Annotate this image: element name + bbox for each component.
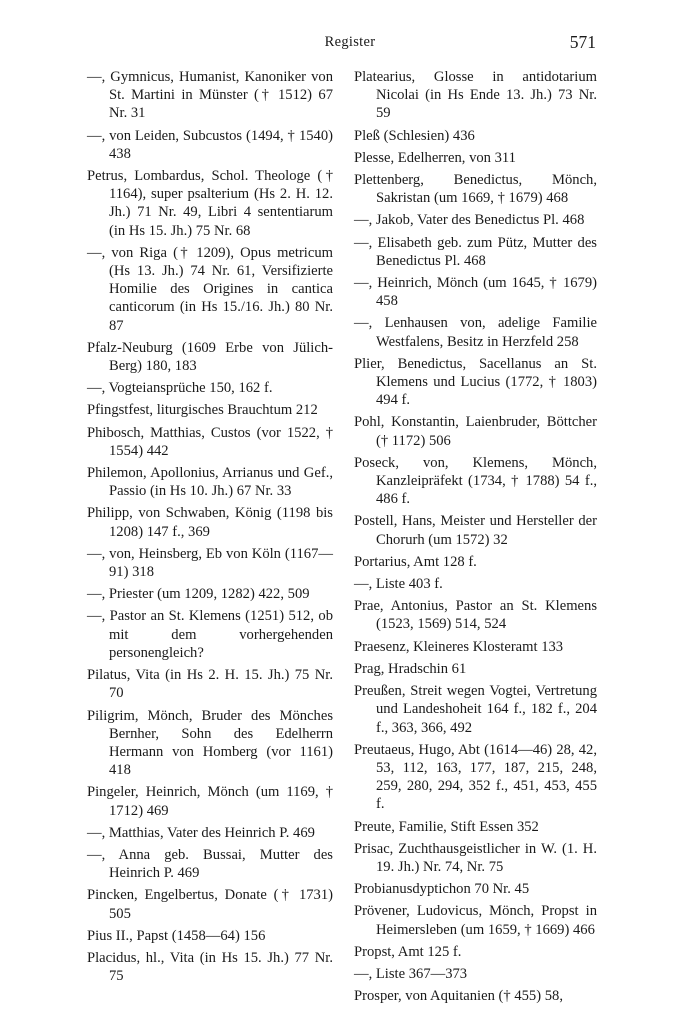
- index-entry: —, Anna geb. Bussai, Mutter des Heinrich P. 469: [87, 846, 333, 882]
- index-entry: Prisac, Zuchthausgeistlicher in W. (1. H. 19. Jh.) Nr. 74, Nr. 75: [354, 840, 597, 875]
- index-entry: Poseck, von, Klemens, Mönch, Kanzleipräfekt (1734, † 1788) 54 f., 486 f.: [354, 454, 597, 508]
- index-entry: Preute, Familie, Stift Essen 352: [354, 818, 539, 835]
- index-entry: Prosper, von Aquitanien († 455) 58,: [354, 988, 563, 1005]
- index-entry: Pfingstfest, liturgisches Brauchtum 212: [87, 402, 318, 419]
- index-entry: —, von Leiden, Subcustos (1494, † 1540) 438: [87, 127, 333, 162]
- running-header: Register: [324, 34, 376, 50]
- index-column-left: [87, 68, 333, 989]
- index-entry: —, Matthias, Vater des Heinrich P. 469: [87, 824, 315, 841]
- page-number: 571: [569, 32, 596, 52]
- index-entry: —, Elisabeth geb. zum Pütz, Mutter des Benedictus Pl. 468: [354, 234, 597, 269]
- index-entry: Platearius, Glosse in antidotarium Nicolai (in Hs Ende 13. Jh.) 73 Nr. 59: [354, 69, 597, 122]
- index-entry: —, Gymnicus, Humanist, Kanoniker von St. Martini in Münster († 1512) 67 Nr. 31: [87, 69, 333, 122]
- index-entry: —, Vogteiansprüche 150, 162 f.: [87, 380, 273, 397]
- index-entry: Philipp, von Schwaben, König (1198 bis 1208) 147 f., 369: [87, 505, 333, 540]
- index-entry: Plettenberg, Benedictus, Mönch, Sakristan (um 1669, † 1679) 468: [354, 172, 597, 207]
- index-entry: Pleß (Schlesien) 436: [354, 127, 475, 144]
- index-entry: Pincken, Engelbertus, Donate († 1731) 505: [87, 887, 333, 922]
- index-entry: Phibosch, Matthias, Custos (vor 1522, † 1554) 442: [87, 424, 333, 459]
- index-entry: Pius II., Papst (1458—64) 156: [87, 927, 266, 944]
- index-entry: —, Priester (um 1209, 1282) 422, 509: [87, 586, 310, 603]
- index-entry: Pingeler, Heinrich, Mönch (um 1169, † 1712) 469: [87, 784, 333, 819]
- index-entry: Propst, Amt 125 f.: [354, 943, 462, 960]
- index-entry: Pfalz-Neuburg (1609 Erbe von Jülich-Berg) 180, 183: [87, 339, 333, 375]
- index-entry: Placidus, hl., Vita (in Hs 15. Jh.) 77 Nr. 75: [87, 949, 333, 985]
- index-entry: Plier, Benedictus, Sacellanus an St. Klemens und Lucius (1772, † 1803) 494 f.: [354, 355, 597, 409]
- index-entry: —, von, Heinsberg, Eb von Köln (1167—91) 318: [87, 545, 333, 581]
- index-entry: Petrus, Lombardus, Schol. Theologe († 1164), super psalterium (Hs 2. H. 12. Jh.) 71 Nr. 49, Libri 4 sententiarum (in Hs 15. Jh.) 75 Nr. 68: [87, 168, 333, 239]
- index-entry: —, von Riga († 1209), Opus metricum (Hs 13. Jh.) 74 Nr. 61, Versifizierte Homilie des Origines in cantica canticorum (in Hs 15./16. Jh.) 80 Nr. 87: [87, 244, 333, 334]
- index-entry: Praesenz, Kleineres Klosteramt 133: [354, 638, 564, 655]
- index-entry: Prae, Antonius, Pastor an St. Klemens (1523, 1569) 514, 524: [354, 598, 597, 633]
- index-entry: Preutaeus, Hugo, Abt (1614—46) 28, 42, 53, 112, 163, 177, 187, 215, 248, 259, 280, 294, 352 f., 451, 453, 455 f.: [354, 741, 597, 813]
- index-entry: Prövener, Ludovicus, Mönch, Propst in Heimersleben (um 1659, † 1669) 466: [354, 903, 597, 938]
- index-entry: Postell, Hans, Meister und Hersteller der Chorurh (um 1572) 32: [354, 513, 597, 548]
- index-entry: Prag, Hradschin 61: [354, 660, 467, 677]
- index-entry: —, Pastor an St. Klemens (1251) 512, ob mit dem vorhergehenden personengleich?: [87, 608, 333, 661]
- index-entry: Portarius, Amt 128 f.: [354, 553, 477, 570]
- index-entry: Philemon, Apollonius, Arrianus und Gef., Passio (in Hs 10. Jh.) 67 Nr. 33: [87, 465, 333, 500]
- index-entry: —, Liste 367—373: [354, 965, 468, 982]
- index-entry: Probianusdyptichon 70 Nr. 45: [354, 881, 530, 898]
- index-entry: Plesse, Edelherren, von 311: [354, 149, 516, 166]
- index-entry: —, Lenhausen von, adelige Familie Westfalens, Besitz in Herzfeld 258: [354, 315, 597, 350]
- index-entry: —, Heinrich, Mönch (um 1645, † 1679) 458: [354, 275, 597, 310]
- index-entry: Pohl, Konstantin, Laienbruder, Böttcher († 1172) 506: [354, 414, 597, 449]
- index-entry: Pilatus, Vita (in Hs 2. H. 15. Jh.) 75 Nr. 70: [87, 667, 333, 702]
- index-column-right: [354, 68, 597, 1009]
- index-entry: Piligrim, Mönch, Bruder des Mönches Bernher, Sohn des Edelherrn Hermann von Homberg (vor 1161) 418: [87, 707, 333, 779]
- index-entry: Preußen, Streit wegen Vogtei, Vertretung und Landeshoheit 164 f., 182 f., 204 f., 363, 366, 492: [354, 683, 597, 736]
- index-entry: —, Liste 403 f.: [354, 576, 443, 593]
- index-entry: —, Jakob, Vater des Benedictus Pl. 468: [354, 212, 585, 229]
